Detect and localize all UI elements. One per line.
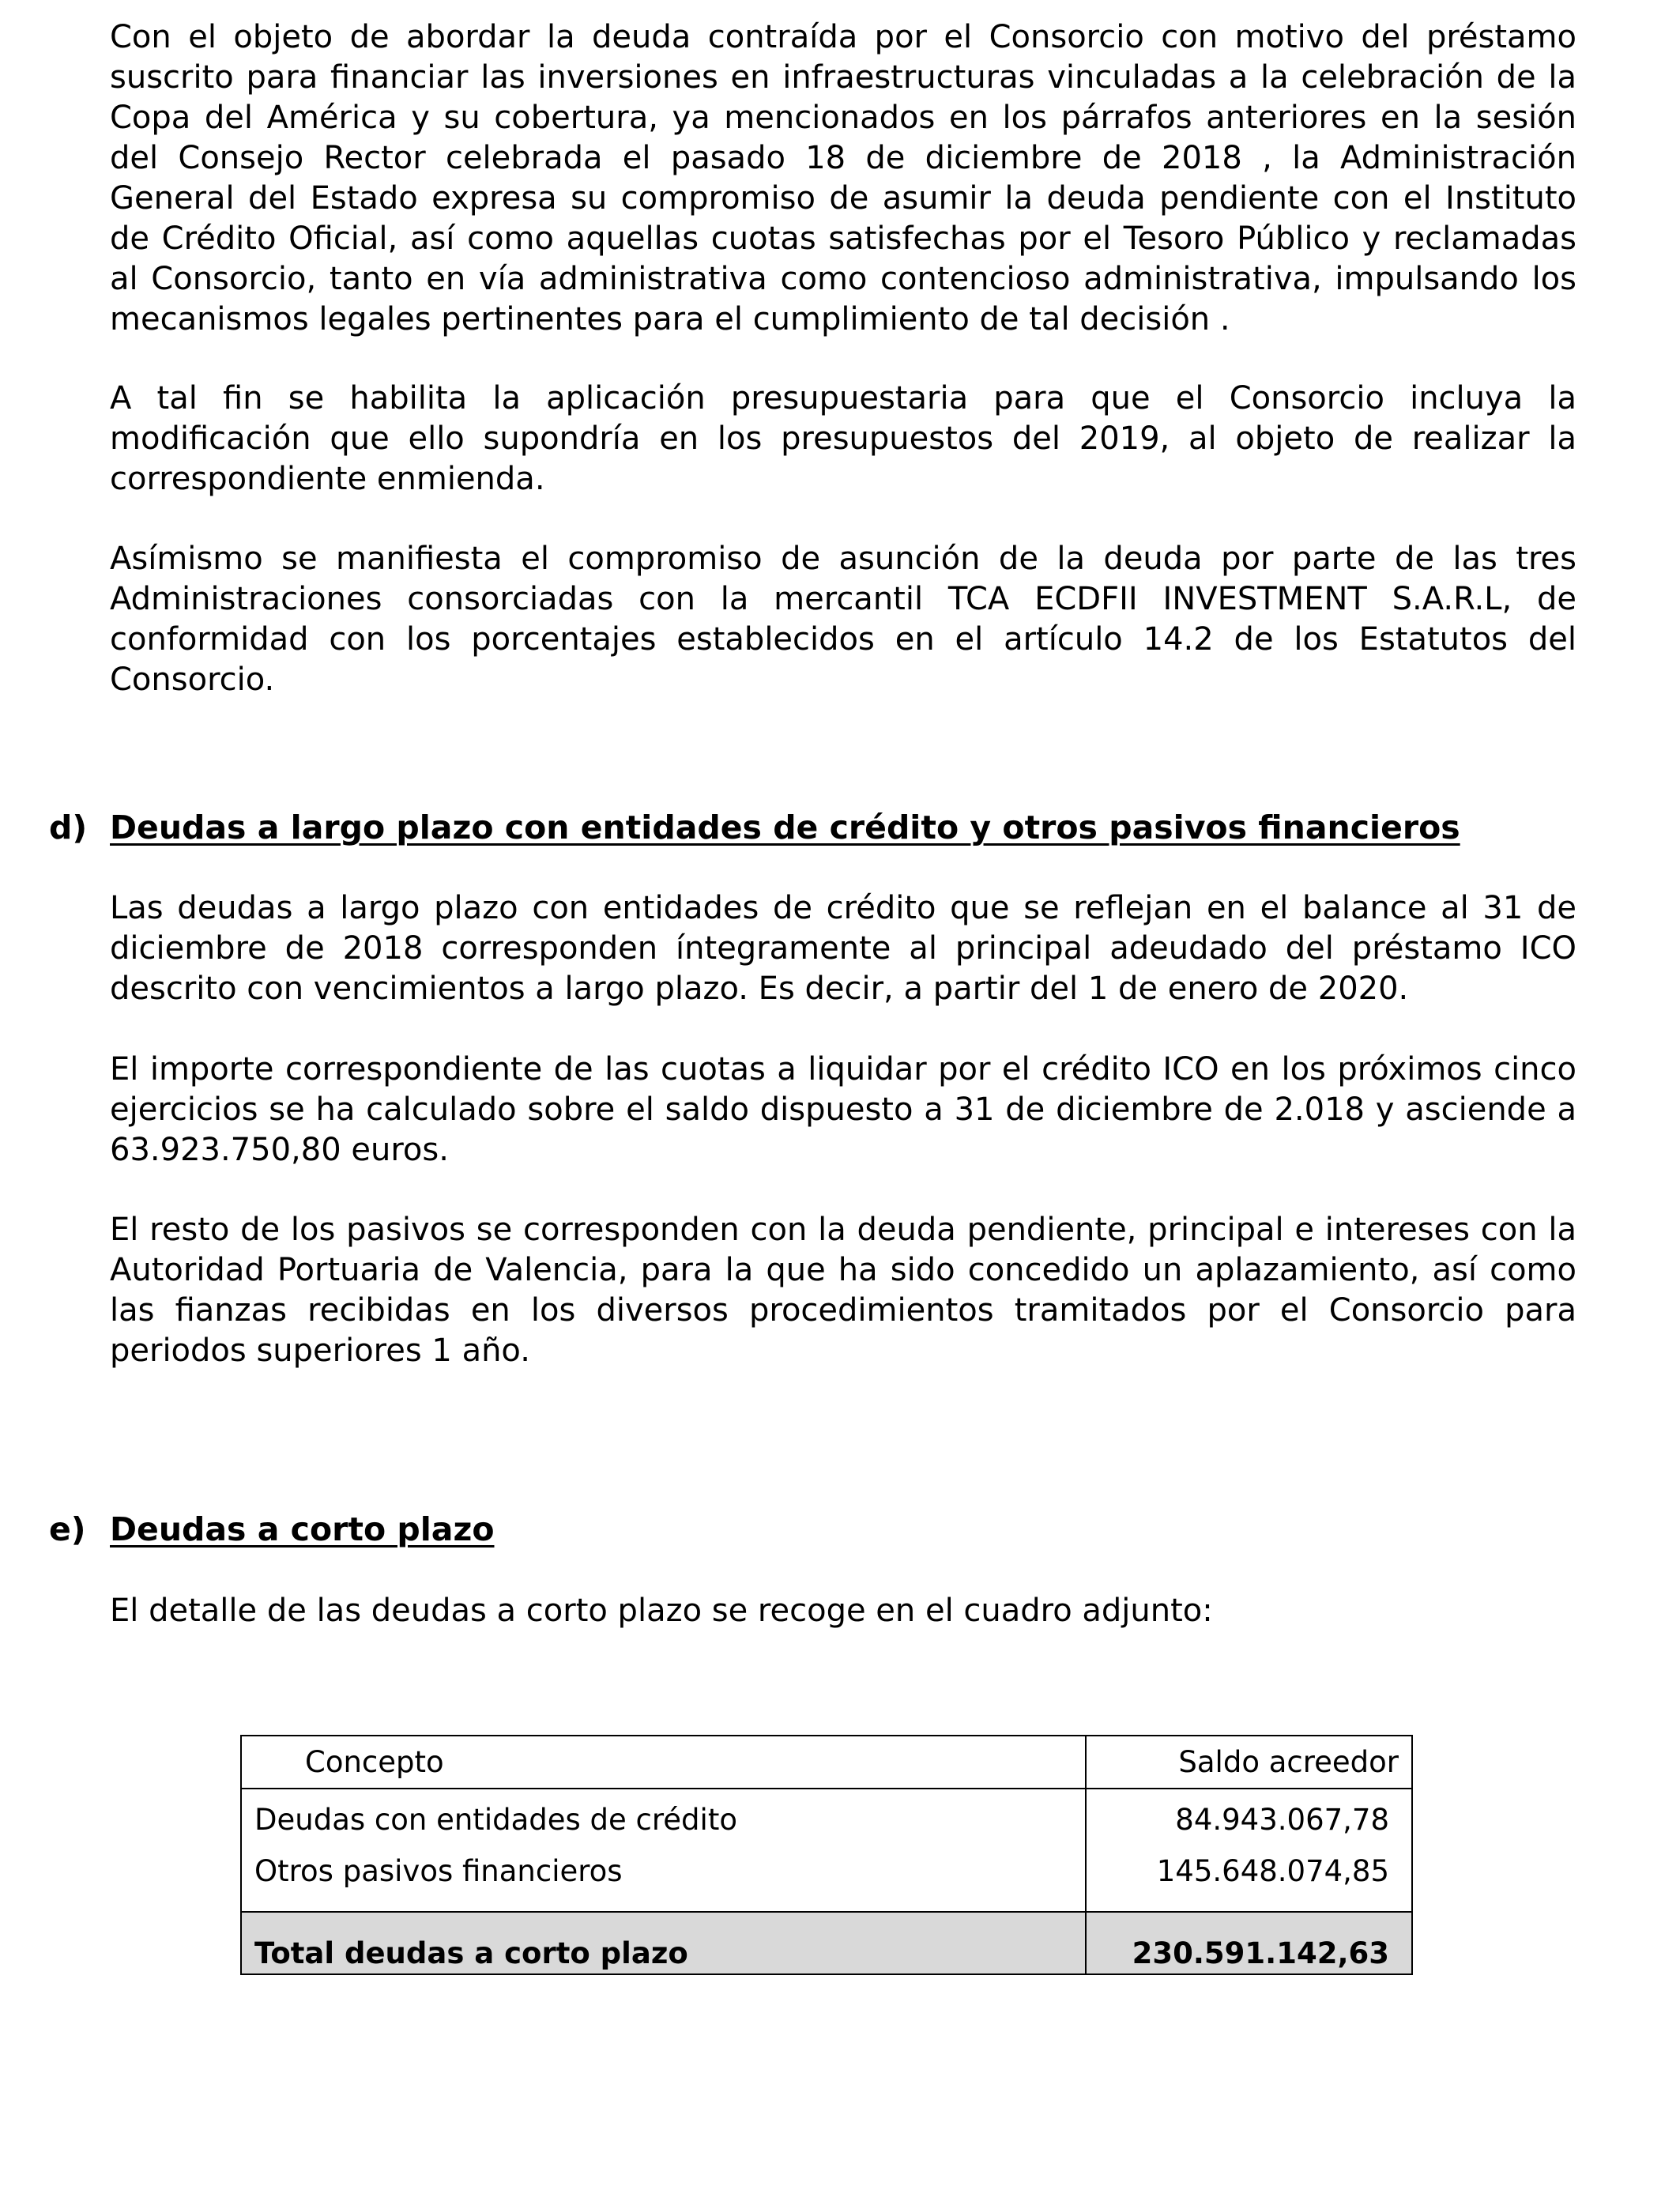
intro-paragraph-2: A tal fin se habilita la aplicación presupuestaria para que el Consorcio incluya la modificación que ello supondría en los presupuestos del 2019, al objeto de realizar la correspondiente enmienda. bbox=[110, 380, 1576, 497]
total-amount: 230.591.142,63 bbox=[1086, 1912, 1412, 1974]
table-row bbox=[241, 1845, 1412, 1912]
row-concept: Otros pasivos financieros bbox=[241, 1845, 1086, 1912]
section-e-letter: e) bbox=[49, 1510, 86, 1548]
total-label: Total deudas a corto plazo bbox=[241, 1912, 1086, 1974]
table-row bbox=[241, 1789, 1412, 1845]
table-total-row bbox=[241, 1912, 1412, 1974]
header-concepto: Concepto bbox=[241, 1736, 1086, 1789]
section-d-title: Deudas a largo plazo con entidades de crédito y otros pasivos financieros bbox=[110, 809, 1460, 846]
intro-paragraph-3: Asímismo se manifiesta el compromiso de asunción de la deuda por parte de las tres Administraciones consorciadas con la mercantil TCA ECDFII INVESTMENT S.A.R.L, de conformidad con los porcentajes establecidos en el artículo 14.2 de los Estatutos del Consorcio. bbox=[110, 541, 1576, 698]
header-saldo-acreedor: Saldo acreedor bbox=[1086, 1736, 1412, 1789]
row-amount: 145.648.074,85 bbox=[1086, 1845, 1412, 1912]
short-term-debt-table bbox=[240, 1735, 1413, 1975]
row-concept: Deudas con entidades de crédito bbox=[241, 1789, 1086, 1845]
section-d-paragraph-2: El importe correspondiente de las cuotas a liquidar por el crédito ICO en los próximos cinco ejercicios se ha calculado sobre el saldo dispuesto a 31 de diciembre de 2.018 y asciende a 63.923.750,80 euros. bbox=[110, 1051, 1576, 1168]
section-d-letter: d) bbox=[49, 809, 88, 846]
section-d-heading bbox=[49, 808, 1460, 848]
section-e-paragraph-1: El detalle de las deudas a corto plazo se recoge en el cuadro adjunto: bbox=[110, 1593, 1213, 1629]
section-e-title: Deudas a corto plazo bbox=[110, 1510, 495, 1548]
row-amount: 84.943.067,78 bbox=[1086, 1789, 1412, 1845]
table-header-row bbox=[241, 1736, 1412, 1789]
section-d-paragraph-3: El resto de los pasivos se corresponden con la deuda pendiente, principal e intereses con la Autoridad Portuaria de Valencia, para la que ha sido concedido un aplazamiento, así como las fianzas recibidas en los diversos procedimientos tramitados por el Consorcio para periodos superiores 1 año. bbox=[110, 1212, 1576, 1369]
intro-paragraph-1: Con el objeto de abordar la deuda contraída por el Consorcio con motivo del préstamo suscrito para financiar las inversiones en infraestructuras vinculadas a la celebración de la Copa del América y su cobertura, ya mencionados en los párrafos anteriores en la sesión del Consejo Rector celebrada el pasado 18 de diciembre de 2018 , la Administración General del Estado expresa su compromiso de asumir la deuda pendiente con el Instituto de Crédito Oficial, así como aquellas cuotas satisfechas por el Tesoro Público y reclamadas al Consorcio, tanto en vía administrativa como contencioso administrativa, impulsando los mecanismos legales pertinentes para el cumplimiento de tal decisión . bbox=[110, 19, 1576, 337]
section-d-paragraph-1: Las deudas a largo plazo con entidades de crédito que se reflejan en el balance al 31 de diciembre de 2018 corresponden íntegramente al principal adeudado del préstamo ICO descrito con vencimientos a largo plazo. Es decir, a partir del 1 de enero de 2020. bbox=[110, 890, 1576, 1007]
section-e-heading bbox=[49, 1510, 495, 1550]
